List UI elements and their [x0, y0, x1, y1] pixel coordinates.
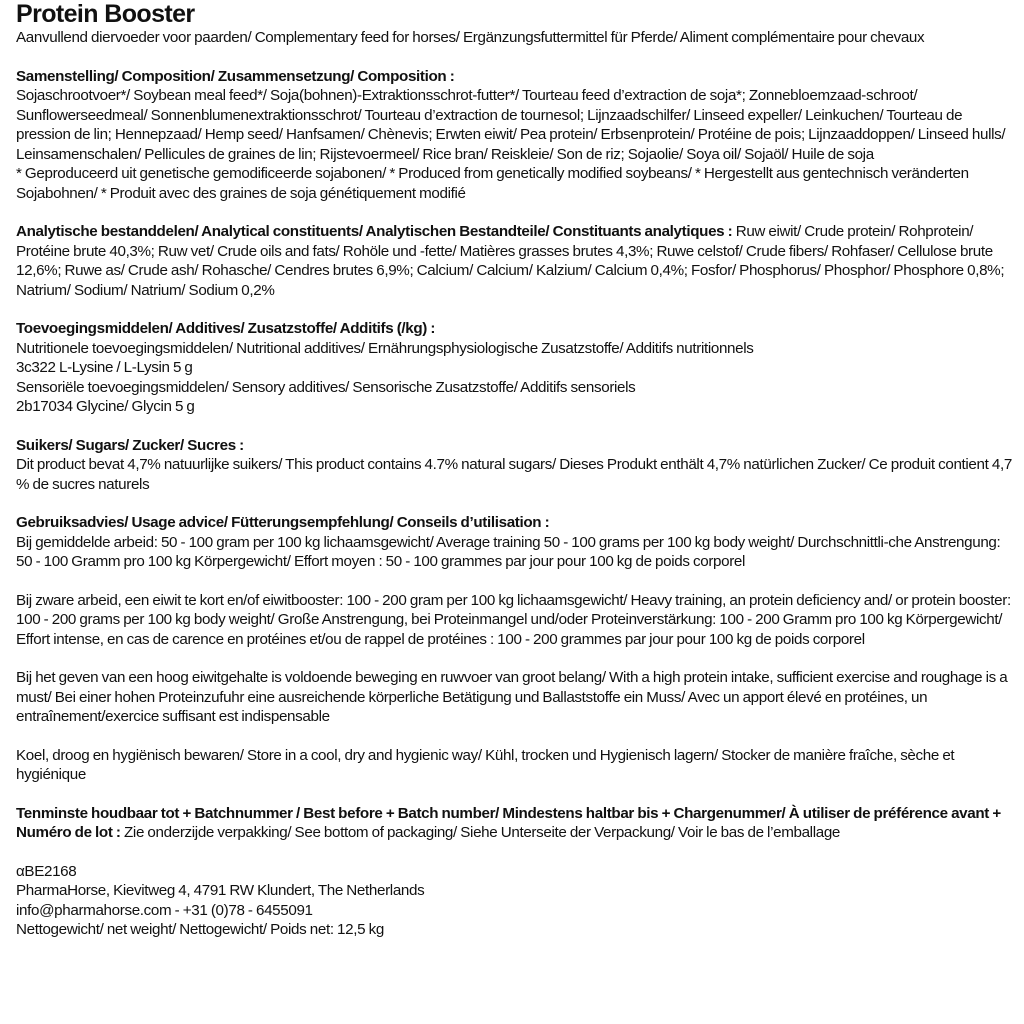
- analytical-paragraph: [16, 222, 1016, 300]
- spacer: [16, 417, 1016, 436]
- footer-section: [16, 862, 1016, 940]
- composition-section: [16, 67, 1016, 204]
- sugars-heading: Suikers/ Sugars/ Zucker/ Sucres :: [16, 436, 244, 454]
- analytical-heading: Analytische bestanddelen/ Analytical constituents/ Analytischen Bestandteile/ Constituants analytiques :: [16, 223, 733, 240]
- additives-line: Sensoriële toevoegingsmiddelen/ Sensory additives/ Sensorische Zusatzstoffe/ Additifs sensoriels: [16, 378, 636, 396]
- analytical-text: Ruw eiwit/ Crude protein/ Rohprotein/ Protéine brute 40,3%; Ruw vet/ Crude oils and fats/ Rohöle und -fette/ Matières grasses brutes 4,3%; Ruwe celstof/ Crude fibers/ Rohfaser/ Cellulose brute 12,6%; Ruwe as/ Crude ash/ Rohasche/ Cendres brutes 6,9%; Calcium/ Calcium/ Kalzium/ Calcium 0,4%; Fosfor/ Phosphorus/ Phosphor/ Phosphore 0,8%; Natrium/ Sodium/ Natrium/ Sodium 0,2%: [16, 223, 1005, 299]
- analytical-section: [16, 222, 1016, 300]
- storage-text: Koel, droog en hygiënisch bewaren/ Store in a cool, dry and hygienic way/ Kühl, trocken und Hygienisch lagern/ Stocker de manière fraîche, sèche et hygiénique: [16, 746, 955, 783]
- additives-line: Nutritionele toevoegingsmiddelen/ Nutritional additives/ Ernährungsphysiologische Zusatzstoffe/ Additifs nutritionnels: [16, 339, 754, 357]
- best-before-section: [16, 804, 1016, 843]
- product-subtitle: Aanvullend diervoeder voor paarden/ Complementary feed for horses/ Ergänzungsfuttermittel für Pferde/ Aliment complémentaire pour chevaux: [16, 29, 925, 46]
- sugars-section: [16, 436, 1016, 495]
- approval-code: αBE2168: [16, 862, 77, 880]
- spacer: [16, 727, 1016, 746]
- composition-heading: Samenstelling/ Composition/ Zusammensetzung/ Composition :: [16, 67, 455, 85]
- net-weight: Nettogewicht/ net weight/ Nettogewicht/ Poids net: 12,5 kg: [16, 921, 384, 938]
- best-before-paragraph: [16, 804, 1016, 843]
- product-title: Protein Booster: [16, 0, 195, 28]
- label-document: [16, 0, 1016, 940]
- spacer: [16, 300, 1016, 319]
- usage-section: [16, 513, 1016, 727]
- spacer: [16, 203, 1016, 222]
- additives-line: 3c322 L-Lysine / L-Lysin 5 g: [16, 359, 193, 376]
- company-address: PharmaHorse, Kievitweg 4, 4791 RW Klundert, The Netherlands: [16, 882, 425, 899]
- storage-section: [16, 746, 1016, 785]
- usage-paragraph: Bij gemiddelde arbeid: 50 - 100 gram per 100 kg lichaamsgewicht/ Average training 50 - 100 grams per 100 kg body weight/ Durchschnittli-che Anstrengung: 50 - 100 Gramm pro 100 kg Körpergewicht/ Effort moyen : 50 - 100 grammes par jour pour 100 kg de poids corporel: [16, 533, 1001, 570]
- additives-heading: Toevoegingsmiddelen/ Additives/ Zusatzstoffe/ Additifs (/kg) :: [16, 320, 436, 337]
- composition-text: Sojaschrootvoer*/ Soybean meal feed*/ Soja(bohnen)-Extraktionsschrot-futter*/ Tourteau feed d’extraction de soja*; Zonnebloemzaad-schroot/ Sunflowerseedmeal/ Sonnenblumenextraktionsschrot/ Tourteau d’extraction de tournesol; Lijnzaadschilfer/ Linseed expeller/ Leinkuchen/ Tourteau de pression de lin; Hennepzaad/ Hemp seed/ Hanfsamen/ Chènevis; Erwten eiwit/ Pea protein/ Erbsenprotein/ Protéine de pois; Lijnzaaddoppen/ Linseed hulls/ Leinsamenschalen/ Pellicules de graines de lin; Rijstevoermeel/ Rice bran/ Reiskleie/ Son de riz; Sojaolie/ Soya oil/ Sojaöl/ Huile de soja: [16, 87, 1006, 163]
- spacer: [16, 649, 1016, 668]
- usage-paragraph: Bij het geven van een hoog eiwitgehalte is voldoende beweging en ruwvoer van groot belang/ With a high protein intake, sufficient exercise and roughage is a must/ Bei einer hohen Proteinzufuhr eine ausreichende körperliche Betätigung und Ballaststoffe ein Muss/ Avec un apport élevé en protéines, un entraînement/exercice suffisant est indispensable: [16, 669, 1008, 725]
- additives-line: 2b17034 Glycine/ Glycin 5 g: [16, 398, 195, 415]
- spacer: [16, 843, 1016, 862]
- composition-note: * Geproduceerd uit genetische gemodificeerde sojabonen/ * Produced from genetically modified soybeans/ * Hergestellt aus gentechnisch veränderten Sojabohnen/ * Produit avec des graines de soja génétiquement modifié: [16, 165, 969, 202]
- spacer: [16, 785, 1016, 804]
- spacer: [16, 572, 1016, 591]
- spacer: [16, 494, 1016, 513]
- best-before-text: Zie onderzijde verpakking/ See bottom of packaging/ Siehe Unterseite der Verpackung/ Voir le bas de l’emballage: [120, 824, 841, 841]
- spacer: [16, 48, 1016, 67]
- company-contact: info@pharmahorse.com - +31 (0)78 - 6455091: [16, 901, 313, 919]
- sugars-text: Dit product bevat 4,7% natuurlijke suikers/ This product contains 4.7% natural sugars/ Dieses Produkt enthält 4,7% natürlichen Zucker/ Ce produit contient 4,7 % de sucres naturels: [16, 456, 1012, 493]
- usage-heading: Gebruiksadvies/ Usage advice/ Fütterungsempfehlung/ Conseils d’utilisation :: [16, 514, 550, 531]
- usage-paragraph: Bij zware arbeid, een eiwit te kort en/of eiwitbooster: 100 - 200 gram per 100 kg lichaamsgewicht/ Heavy training, an protein deficiency and/ or protein booster: 100 - 200 grams per 100 kg body weight/ Große Anstrengung, bei Proteinmangel und/oder Proteinverstärkung: 100 - 200 Gramm pro 100 kg Körpergewicht/ Effort intense, en cas de carence en protéines et/ou de rappel de protéines : 100 - 200 grammes par jour pour 100 kg de poids corporel: [16, 591, 1011, 648]
- best-before-heading: Tenminste houdbaar tot + Batchnummer / Best before + Batch number/ Mindestens haltbar bis + Chargenummer/ À utiliser de préférence avant + Numéro de lot :: [16, 804, 1001, 841]
- additives-section: [16, 319, 1016, 417]
